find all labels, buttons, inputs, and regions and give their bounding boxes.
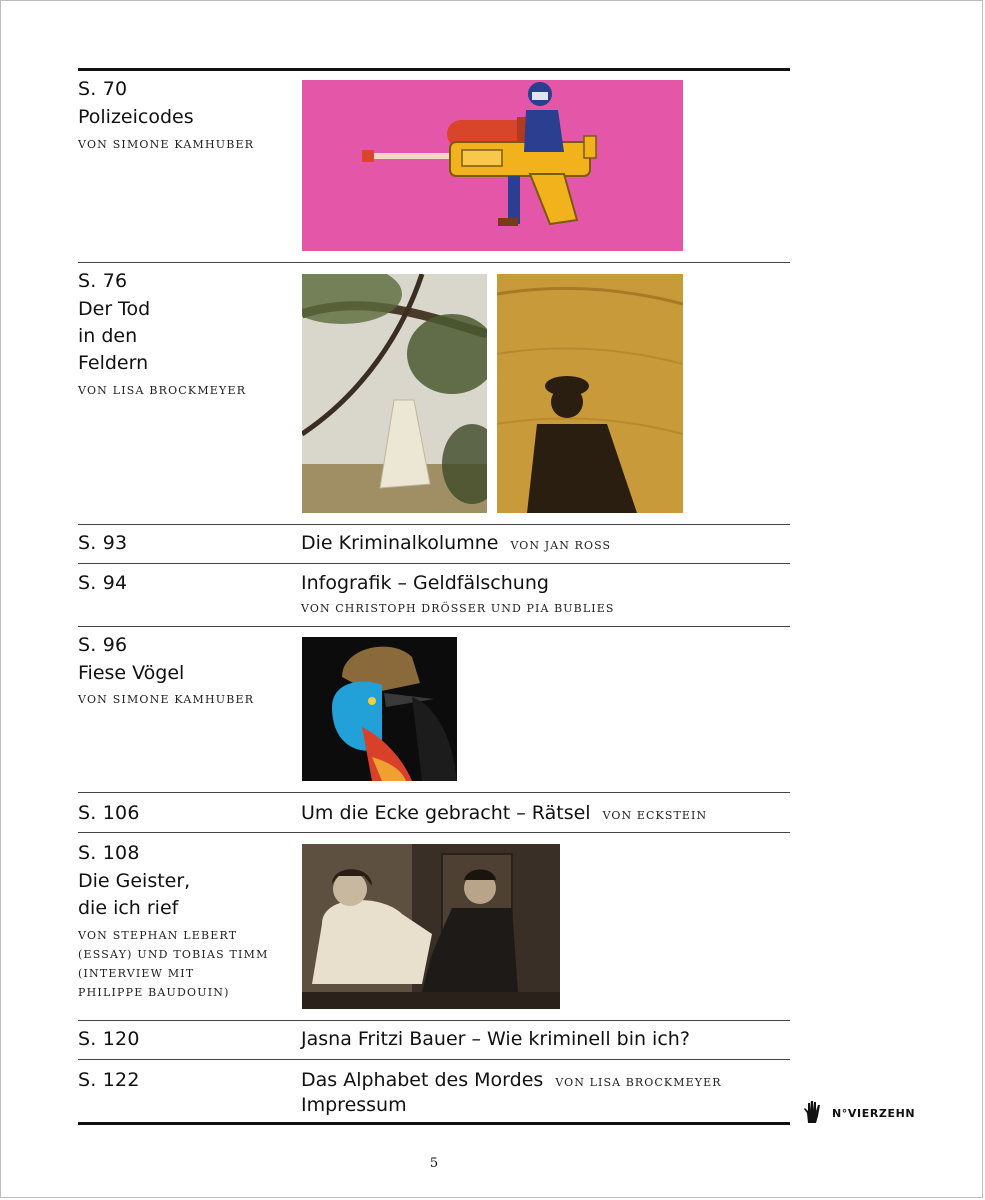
entry-author: VON LISA BROCKMEYER	[78, 384, 247, 397]
entry-author: VON ECKSTEIN	[602, 809, 708, 822]
entry-author: VON LISA BROCKMEYER	[555, 1076, 722, 1089]
page-ref: S. 96	[78, 634, 128, 656]
entry-author-line: VON STEPHAN LEBERT	[78, 929, 238, 942]
divider	[78, 792, 790, 793]
divider	[78, 626, 790, 627]
entry-author-line: (INTERVIEW MIT	[78, 967, 195, 980]
entry-title: Die Kriminalkolumne	[301, 532, 499, 554]
cassowary-photo	[302, 637, 457, 781]
divider	[78, 262, 790, 263]
entry-title-row	[301, 1069, 722, 1091]
entry-title: Infografik – Geldfälschung	[301, 572, 549, 594]
page-number: 5	[429, 1156, 439, 1171]
entry-title: Jasna Fritzi Bauer – Wie kriminell bin ich?	[301, 1028, 690, 1050]
page-ref: S. 70	[78, 78, 128, 100]
divider	[78, 832, 790, 833]
coat-in-tree-photo	[302, 274, 487, 513]
entry-title-line: Die Geister,	[78, 870, 191, 892]
shadow-on-field-photo	[497, 274, 683, 513]
entry-title-row	[301, 802, 707, 824]
divider	[78, 524, 790, 525]
page-ref: S. 94	[78, 572, 128, 594]
brand-name: N°VIERZEHN	[832, 1107, 916, 1120]
entry-title: Polizeicodes	[78, 106, 194, 128]
page-ref: S. 93	[78, 532, 128, 554]
page-ref: S. 76	[78, 270, 128, 292]
entry-title-line: Der Tod	[78, 298, 151, 320]
hand-icon	[802, 1100, 824, 1127]
page-ref: S. 108	[78, 842, 140, 864]
entry-title: Das Alphabet des Mordes	[301, 1069, 544, 1091]
page-ref: S. 122	[78, 1069, 140, 1091]
entry-title-impressum: Impressum	[301, 1094, 407, 1116]
divider	[78, 563, 790, 564]
divider	[78, 1059, 790, 1060]
entry-author-line: PHILIPPE BAUDOUIN)	[78, 986, 230, 999]
entry-author: VON SIMONE KAMHUBER	[78, 693, 255, 706]
divider	[78, 1020, 790, 1021]
entry-author-line: (ESSAY) UND TOBIAS TIMM	[78, 948, 269, 961]
bottom-rule	[78, 1122, 790, 1125]
entry-title: Um die Ecke gebracht – Rätsel	[301, 802, 591, 824]
entry-title-row	[301, 532, 611, 554]
top-rule	[78, 68, 790, 71]
entry-author: VON SIMONE KAMHUBER	[78, 138, 255, 151]
page-ref: S. 106	[78, 802, 140, 824]
entry-title-line: in den	[78, 325, 138, 347]
entry-author: VON JAN ROSS	[510, 539, 612, 552]
page-ref: S. 120	[78, 1028, 140, 1050]
vintage-couple-photo	[302, 844, 560, 1009]
entry-author: VON CHRISTOPH DRÖSSER UND PIA BUBLIES	[301, 602, 615, 615]
water-gun-illustration	[302, 80, 683, 251]
magazine-brand	[802, 1100, 915, 1127]
entry-title-line: die ich rief	[78, 897, 179, 919]
entry-title-line: Feldern	[78, 352, 149, 374]
entry-title: Fiese Vögel	[78, 662, 185, 684]
